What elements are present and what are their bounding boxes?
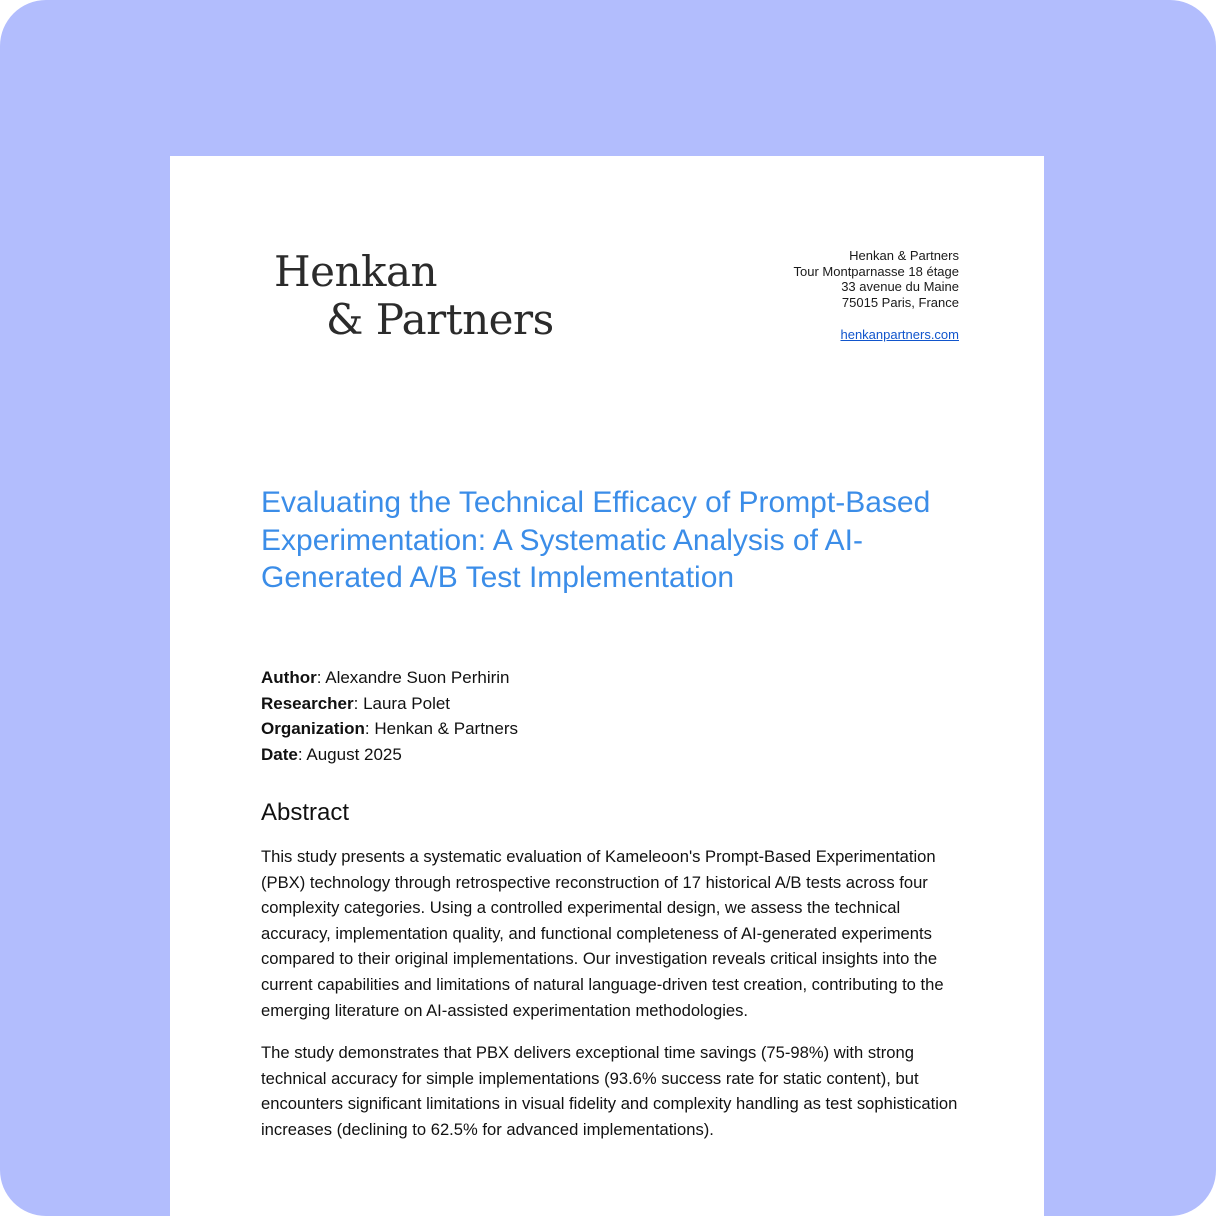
logo-line-1: Henkan (274, 247, 438, 296)
meta-date (261, 742, 518, 768)
meta-organization (261, 716, 518, 742)
abstract-body (261, 844, 961, 1160)
website-link[interactable]: henkanpartners.com (840, 327, 959, 343)
meta-value: : Henkan & Partners (364, 719, 518, 739)
meta-label: Date (261, 744, 298, 764)
meta-value: : Alexandre Suon Perhirin (316, 668, 510, 687)
meta-label: Organization (261, 719, 365, 739)
document-page (170, 156, 1044, 1216)
meta-label: Researcher (261, 693, 354, 713)
meta-researcher (261, 691, 518, 717)
address-company-name: Henkan & Partners (849, 248, 959, 263)
document-title: Evaluating the Technical Efficacy of Prompt-Based Experimentation: A Systematic Analysis of AI-Generated A/B Test Implementation (261, 486, 931, 594)
abstract-heading: Abstract (261, 799, 350, 826)
meta-value: : Laura Polet (353, 693, 451, 713)
meta-value: : August 2025 (297, 744, 402, 764)
document-metadata (261, 665, 518, 767)
meta-author (261, 665, 518, 691)
abstract-paragraph: This study presents a systematic evaluation of Kameleoon's Prompt-Based Experimentation (PBX) technology through retrospective reconstruction of 17 historical A/B tests across four complexity categories. Using a controlled experimental design, we assess the technical accuracy, implementation quality, and functional completeness of AI-generated experiments compared to their original implementations. Our investigation reveals critical insights into the current capabilities and limitations of natural language-driven test creation, contributing to the emerging literature on AI-assisted experimentation methodologies. (261, 847, 944, 1020)
address-line-1: Tour Montparnasse 18 étage (793, 263, 959, 279)
address-line-2: 33 avenue du Maine (841, 279, 959, 295)
company-address (794, 248, 960, 343)
logo-line-2: & Partners (326, 295, 554, 344)
company-logo (274, 248, 554, 344)
abstract-paragraph: The study demonstrates that PBX delivers exceptional time savings (75-98%) with strong technical accuracy for simple implementations (93.6% success rate for static content), but encounters significant limitations in visual fidelity and complexity handling as test sophistication increases (declining to 62.5% for advanced implementations). (261, 1043, 958, 1139)
address-line-3: 75015 Paris, France (841, 294, 959, 310)
meta-label: Author (261, 668, 317, 687)
